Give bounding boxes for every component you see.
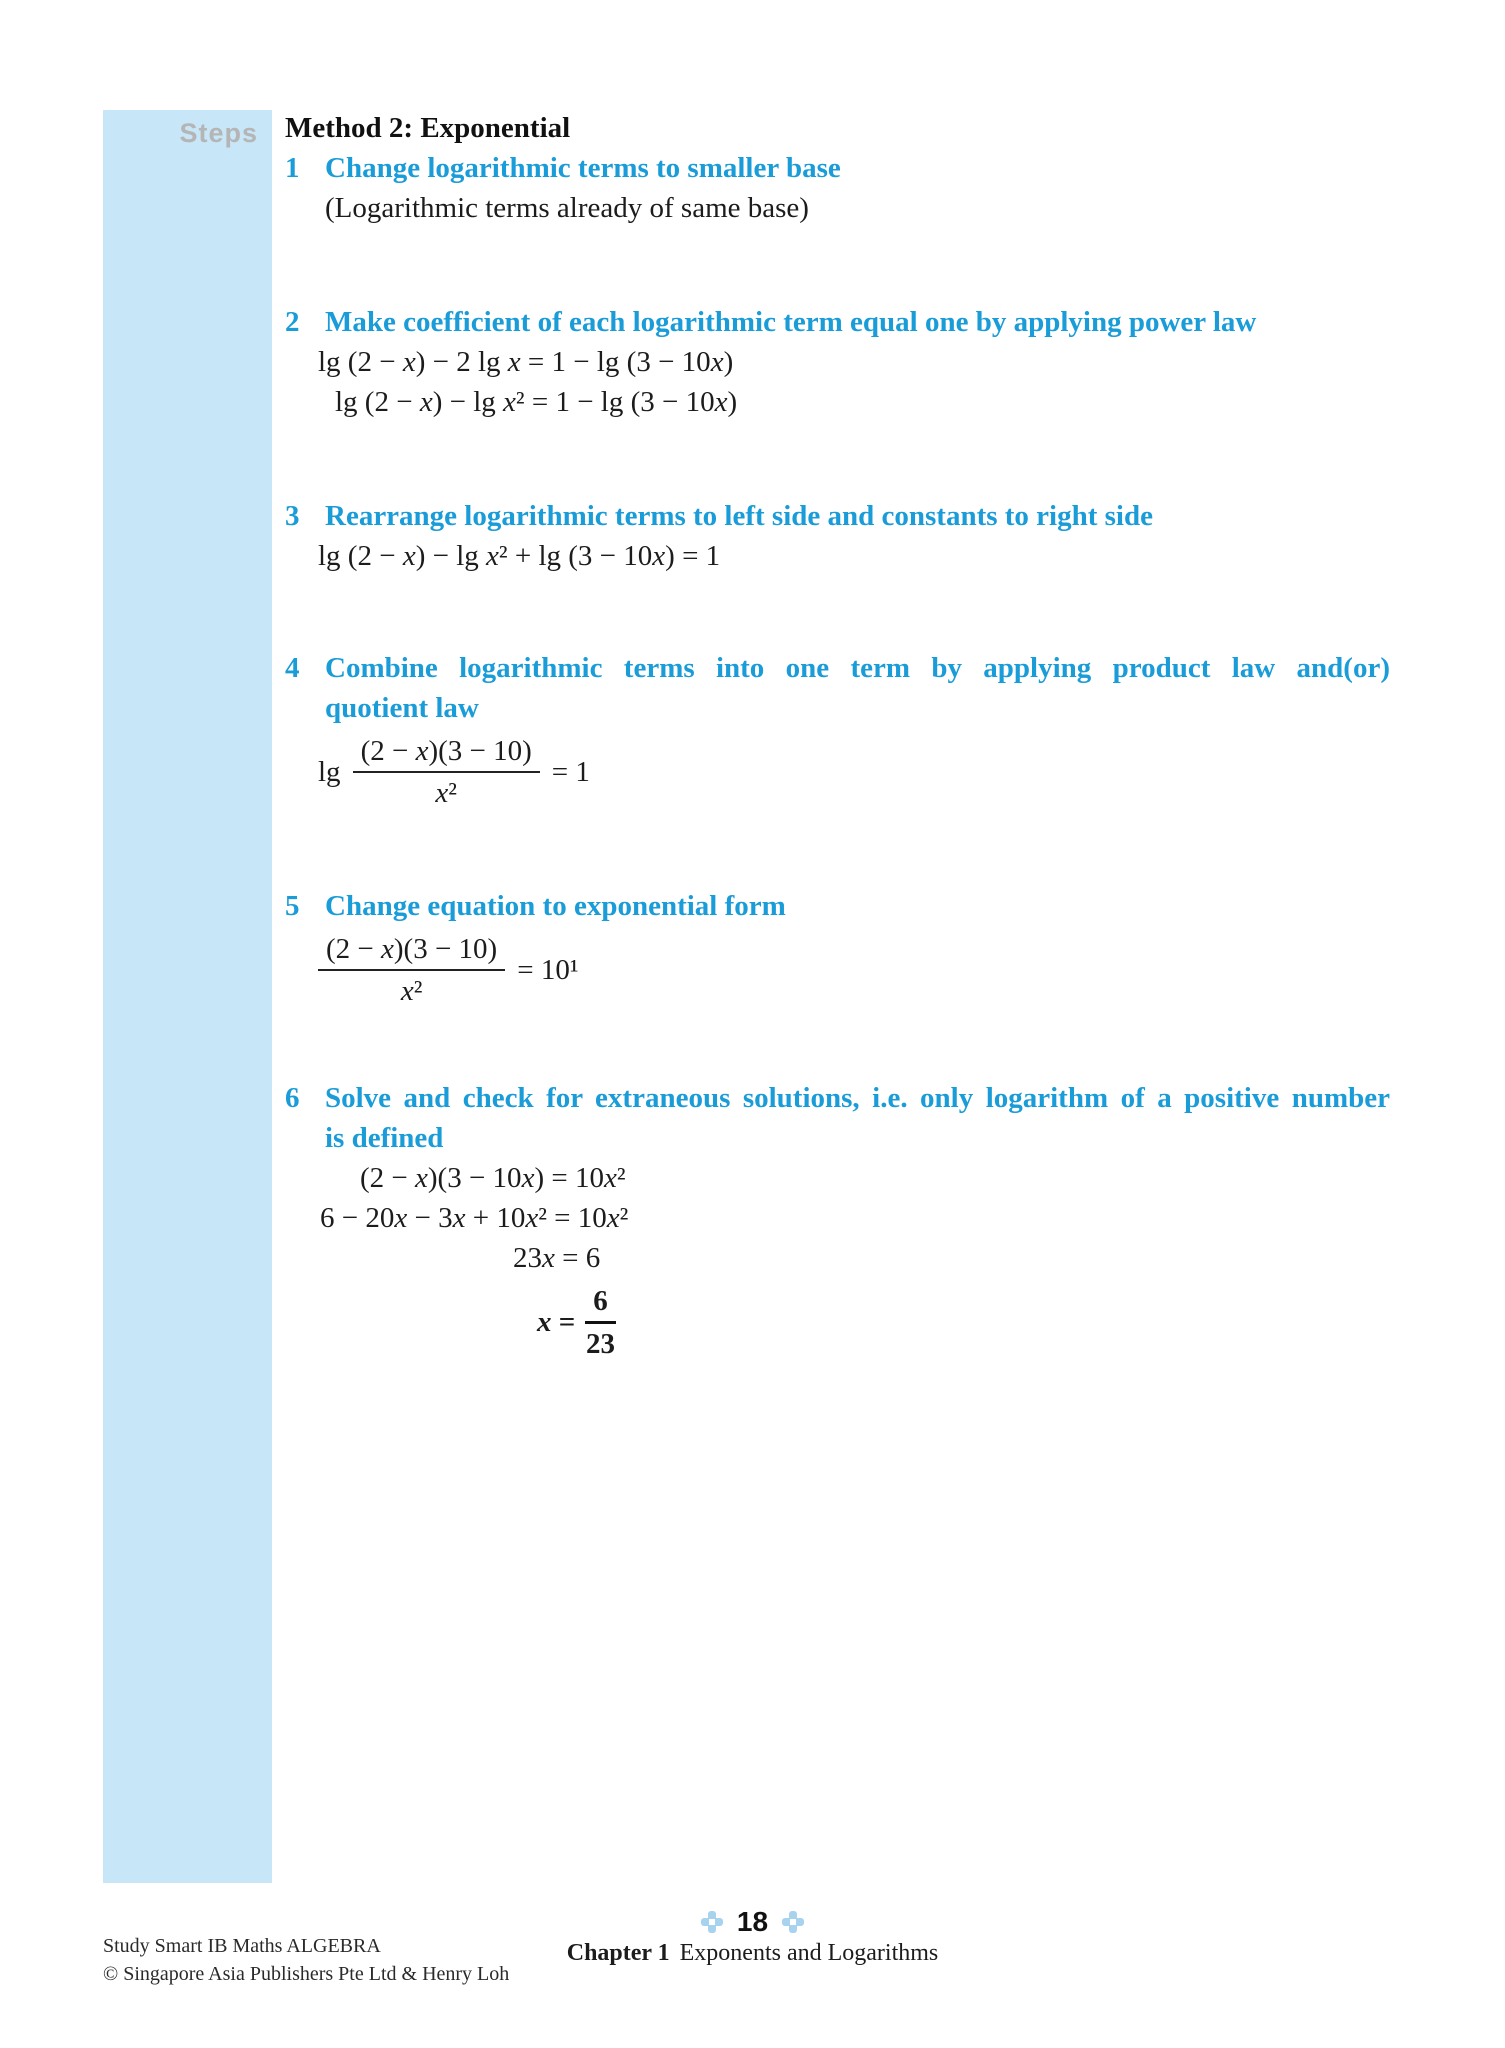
step-5-frac-denominator: x² — [400, 975, 423, 1007]
step-5-frac-suffix: = 10¹ — [517, 953, 579, 986]
step-2-heading-row — [285, 302, 1390, 342]
cross-ornament-icon — [782, 1911, 804, 1933]
step-6-equation-1: (2 − x)(3 − 10x) = 10x² — [360, 1162, 626, 1194]
fraction — [353, 734, 540, 810]
step-4-title-line-2: quotient law — [325, 692, 479, 724]
step-4-frac-denominator: x² — [435, 777, 457, 809]
step-1-heading-row — [285, 148, 1390, 188]
step-4 — [285, 648, 1390, 810]
step-4-title-line-1: Combine logarithmic terms into one term by applying product law and(or) — [325, 652, 1390, 684]
step-2-equation-1: lg (2 − x) − 2 lg x = 1 − lg (3 − 10x) — [318, 346, 734, 378]
step-6-result-denominator: 23 — [586, 1328, 616, 1360]
page-number-row — [701, 1906, 804, 1938]
steps-sidebar — [103, 110, 272, 1883]
step-6-number: 6 — [285, 1082, 300, 1114]
step-5-heading-row — [285, 886, 1390, 926]
step-1-number: 1 — [285, 152, 300, 184]
step-4-title — [325, 648, 1390, 728]
step-2-number: 2 — [285, 306, 300, 338]
step-3-title: Rearrange logarithmic terms to left side and constants to right side — [325, 500, 1153, 532]
fraction — [585, 1284, 616, 1361]
step-4-equation-fraction — [318, 734, 1390, 810]
step-6-equation-3: 23x = 6 — [513, 1242, 601, 1274]
step-6-result-numerator: 6 — [585, 1284, 616, 1324]
chapter-label: Chapter 1 — [566, 1940, 670, 1966]
step-5-equation-fraction — [318, 932, 1390, 1008]
step-2-title: Make coefficient of each logarithmic term equal one by applying power law — [325, 306, 1257, 338]
step-1-note: (Logarithmic terms already of same base) — [325, 192, 809, 224]
step-1 — [285, 148, 1390, 228]
step-6 — [285, 1078, 1390, 1361]
step-5 — [285, 886, 1390, 1008]
step-6-result-lhs: x = — [537, 1306, 576, 1338]
step-6-title-line-2: is defined — [325, 1122, 444, 1154]
step-2-equation-2: lg (2 − x) − lg x² = 1 − lg (3 − 10x) — [335, 386, 738, 418]
cross-ornament-icon — [701, 1911, 723, 1933]
step-4-frac-prefix: lg — [318, 755, 341, 788]
step-3-heading-row — [285, 496, 1390, 536]
step-4-frac-suffix: = 1 — [551, 755, 590, 788]
step-4-heading-row — [285, 648, 1390, 728]
main-content — [285, 108, 1390, 1361]
step-5-title: Change equation to exponential form — [325, 890, 786, 922]
step-5-number: 5 — [285, 890, 300, 922]
sidebar-steps-label: Steps — [179, 118, 258, 148]
step-3-number: 3 — [285, 500, 300, 532]
step-6-title — [325, 1078, 1390, 1158]
step-1-title: Change logarithmic terms to smaller base — [325, 152, 841, 184]
step-5-frac-numerator: (2 − x)(3 − 10) — [318, 932, 505, 971]
footer-copyright: © Singapore Asia Publishers Pte Ltd & Henry Loh — [103, 1963, 510, 1985]
step-6-result — [537, 1284, 1390, 1361]
footer-page-block — [0, 1906, 1505, 1967]
page-number: 18 — [736, 1906, 769, 1937]
step-6-heading-row — [285, 1078, 1390, 1158]
step-3 — [285, 496, 1390, 576]
step-6-title-line-1: Solve and check for extraneous solutions, i.e. only logarithm of a positive number — [325, 1082, 1390, 1114]
chapter-line — [0, 1940, 1505, 1967]
chapter-title: Exponents and Logarithms — [679, 1940, 939, 1966]
step-2 — [285, 302, 1390, 422]
step-4-number: 4 — [285, 652, 300, 684]
method-title: Method 2: Exponential — [285, 112, 571, 144]
step-4-frac-numerator: (2 − x)(3 − 10) — [353, 734, 540, 773]
fraction — [318, 932, 505, 1008]
footer-book-title: Study Smart IB Maths ALGEBRA — [103, 1935, 381, 1957]
step-3-equation-1: lg (2 − x) − lg x² + lg (3 − 10x) = 1 — [318, 540, 721, 572]
step-6-equation-2: 6 − 20x − 3x + 10x² = 10x² — [320, 1202, 629, 1234]
